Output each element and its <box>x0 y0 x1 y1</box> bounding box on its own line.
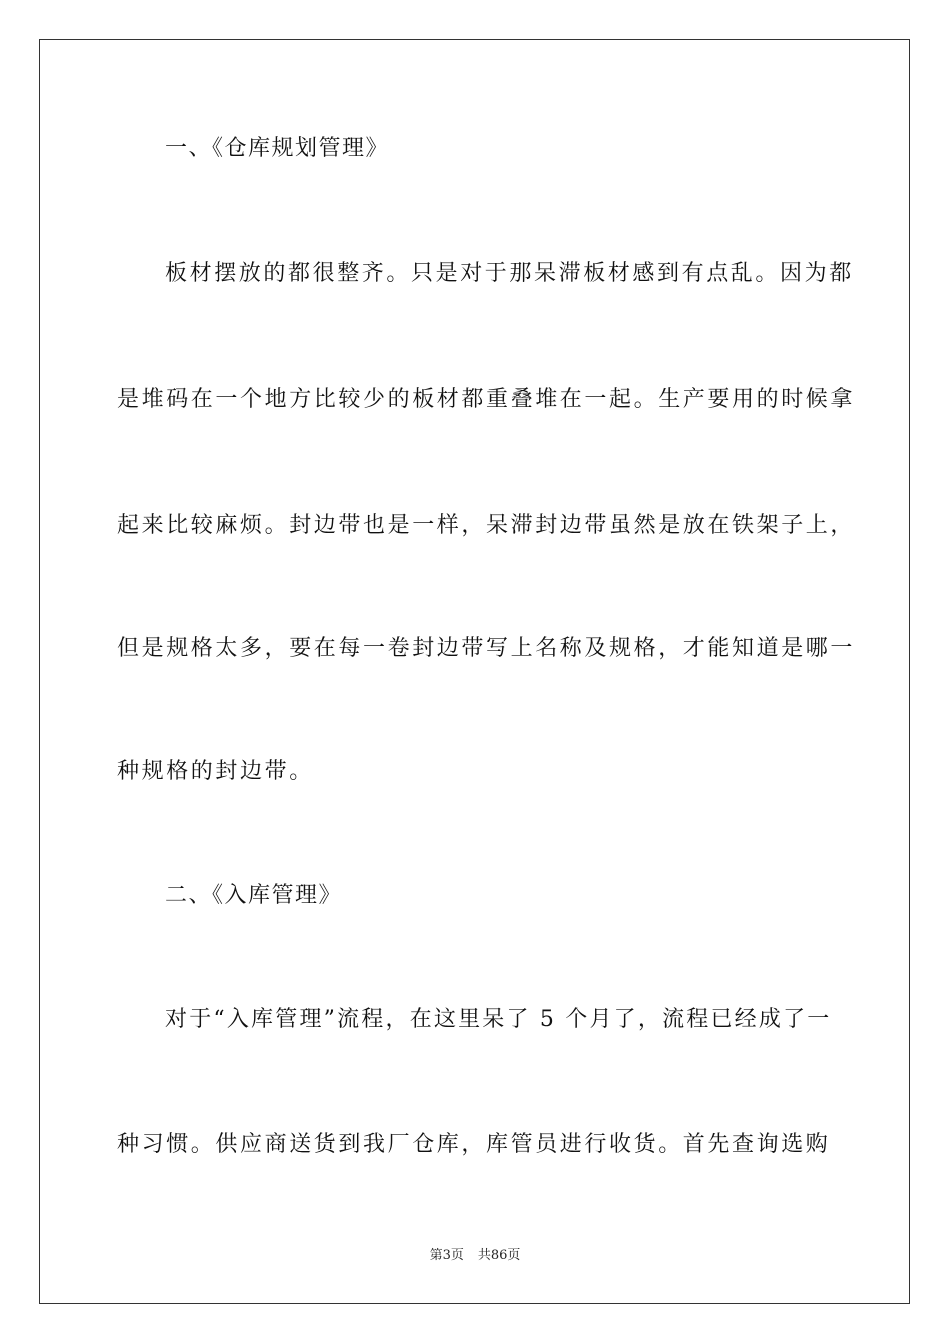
paragraph-line: 种规格的封边带。 <box>117 759 314 784</box>
paragraph-line: 是堆码在一个地方比较少的板材都重叠堆在一起。生产要用的时候拿 <box>117 387 856 412</box>
paragraph-line: 起来比较麻烦。封边带也是一样，呆滞封边带虽然是放在铁架子上， <box>117 513 856 538</box>
page-border <box>39 39 910 1304</box>
section-heading-warehouse-planning: 一、《仓库规划管理》 <box>165 136 390 161</box>
page-total: 共86页 <box>477 1248 521 1263</box>
paragraph-line: 板材摆放的都很整齐。只是对于那呆滞板材感到有点乱。因为都 <box>165 261 854 286</box>
paragraph-line: 但是规格太多，要在每一卷封边带写上名称及规格，才能知道是哪一 <box>117 636 856 661</box>
page-number: 第3页 <box>429 1248 464 1263</box>
paragraph-line: 种习惯。供应商送货到我厂仓库，库管员进行收货。首先查询选购 <box>117 1132 831 1157</box>
page-footer <box>0 1247 950 1265</box>
paragraph-line: 对于“入库管理”流程，在这里呆了 5 个月了，流程已经成了一 <box>165 1007 832 1032</box>
section-heading-inbound-management: 二、《入库管理》 <box>165 883 343 908</box>
